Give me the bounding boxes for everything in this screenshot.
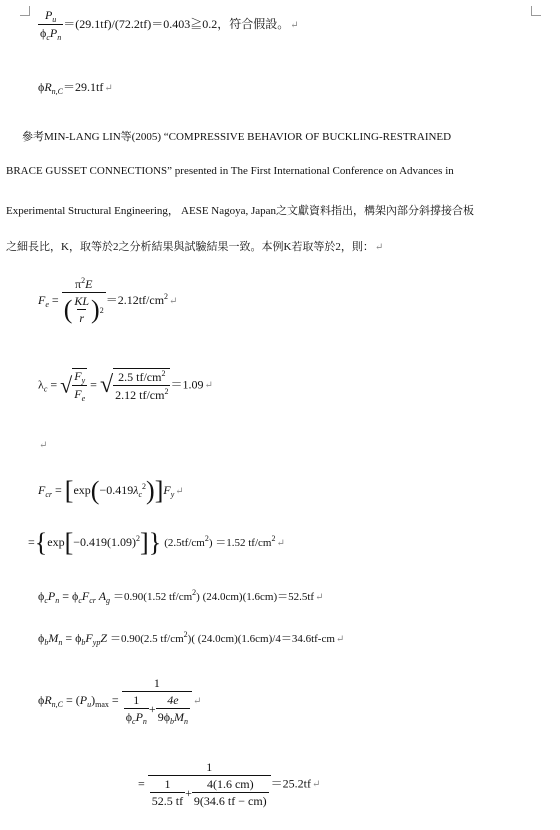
eq-final-one: 1 — [206, 760, 213, 774]
eq-final-num2: 4(1.6 cm) — [206, 777, 254, 791]
eq-phi-pn-rhs2: ) (24.0cm)(1.6cm)＝52.5tf — [196, 591, 315, 603]
eq-fe: $F_e$ = $\pi^2E$ ( $\frac{KL}{r}$ ) 2 $=2.12tf/cm^2↵$ — [38, 276, 178, 325]
eq-lambda-c: $\lambda_c$ = √ $\frac{F_y}{F_e}$ = √ $\frac{2.5 tf/cm^2}{2.12 tf/cm^2}$ ＝1.09↵ — [38, 369, 213, 403]
eq-fcr-evaluated-rhs2: ) ＝1.52 tf/cm — [208, 536, 272, 549]
eq-fcr-coef: −0.419 — [99, 482, 134, 497]
eq-rnc-den2: 9ϕ — [157, 710, 171, 724]
eq-final-den1: 52.5 tf — [151, 794, 184, 808]
eq-pu-ratio: $\frac{P_u}{\phi_cP_n}$ ＝(29.1tf)/(72.2tf)＝0.403≧0.2，符合假設。↵ — [40, 8, 299, 42]
eq-lambda-den: 2.12 tf/cm — [115, 388, 165, 402]
eq-phi-pn-rhs: ＝0.90(1.52 tf/cm — [113, 591, 193, 603]
eq-rnc-value: $\phi R_{n,C}=29.1tf↵$ — [38, 80, 113, 96]
page-corner-mark — [20, 6, 30, 16]
eq-phi-mn-rhs2: )( (24.0cm)(1.6cm)/4＝34.6tf-cm — [187, 633, 335, 645]
eq-fcr-evaluated-inner: −0.419(1.09) — [73, 534, 137, 549]
paragraph-line-1: 參考MIN-LANG LIN等(2005) “COMPRESSIVE BEHAVIOR OF BUCKLING-RESTRAINED — [22, 131, 452, 143]
eq-fcr-evaluated: $=\{\exp[-0.419(1.09)^2]\}$ $(2.5tf/cm^2) =1.52$ $tf/cm^2↵$ — [28, 528, 285, 557]
eq-phi-mn: $\phi_bM_n = \phi_bF_{yp}Z =0.90(2.5$ $tf/cm^2$)( (24.0cm)(1.6cm)/4＝34.6tf-cm↵ — [38, 630, 345, 647]
eq-lambda-num: 2.5 tf/cm — [118, 370, 162, 384]
eq-fe-rhs: ＝2.12tf/cm — [105, 292, 165, 307]
eq-rnc-value-rhs: ＝29.1tf — [63, 80, 104, 94]
eq-fcr-evaluated-exp: exp — [47, 534, 65, 549]
eq-phi-mn-rhs: ＝0.90(2.5 tf/cm — [110, 633, 184, 645]
eq-final-rhs: ＝25.2tf — [270, 776, 311, 791]
eq-rnc-interaction: $\phi R_{n,C} = (P_u)_{max}$ = 1 $\frac{1}{\phi_cP_n}$ + $\frac{4e}{9\phi_bM_n}$ ↵ — [38, 676, 202, 726]
eq-lambda-rhs: ＝1.09 — [170, 377, 204, 392]
eq-fcr: $F_{cr}$ = $[\exp(-0.419\lambda_c^2)]F_y↵$ — [38, 476, 184, 505]
eq-pu-ratio-rhs: ＝(29.1tf)/(72.2tf)＝0.403≧0.2，符合假設。 — [63, 16, 290, 31]
eq-final-den2: 9(34.6 tf − cm) — [193, 794, 267, 808]
eq-rnc-num2: 4e — [167, 693, 179, 707]
paragraph-line-2: BRACE GUSSET CONNECTIONS” presented in The First International Conference on Advances in — [6, 165, 454, 177]
eq-rnc-one: 1 — [153, 676, 160, 690]
paragraph-line-3: Experimental Structural Engineering， AESE Nagoya, Japan之文獻資料指出，構架內部分斜撐接合板 — [6, 205, 475, 217]
eq-fcr-evaluated-rhs: (2.5tf/cm — [164, 536, 205, 549]
empty-paragraph-mark: ↵ — [39, 440, 48, 451]
paragraph-line-4: 之細長比，K，取等於2之分析結果與試驗結果一致。本例K若取等於2，則：↵ — [6, 241, 384, 253]
page-corner-mark — [531, 6, 541, 16]
paragraph-line-4-text: 之細長比，K，取等於2之分析結果與試驗結果一致。本例K若取等於2，則： — [6, 241, 374, 253]
eq-phi-pn: $\phi_cP_n = \phi_cF_{cr}$ $A_g =0.90(1.52$ $tf/cm^2$) (24.0cm)(1.6cm)＝52.5tf↵ — [38, 588, 324, 605]
eq-fcr-exp: exp — [73, 482, 91, 497]
eq-rnc-final: = 1 $\frac{1}{52.5 tf}$ + $\frac{4(1.6 cm)}{9(34.6 tf - cm)}$ ＝25.2tf↵ — [138, 760, 321, 808]
